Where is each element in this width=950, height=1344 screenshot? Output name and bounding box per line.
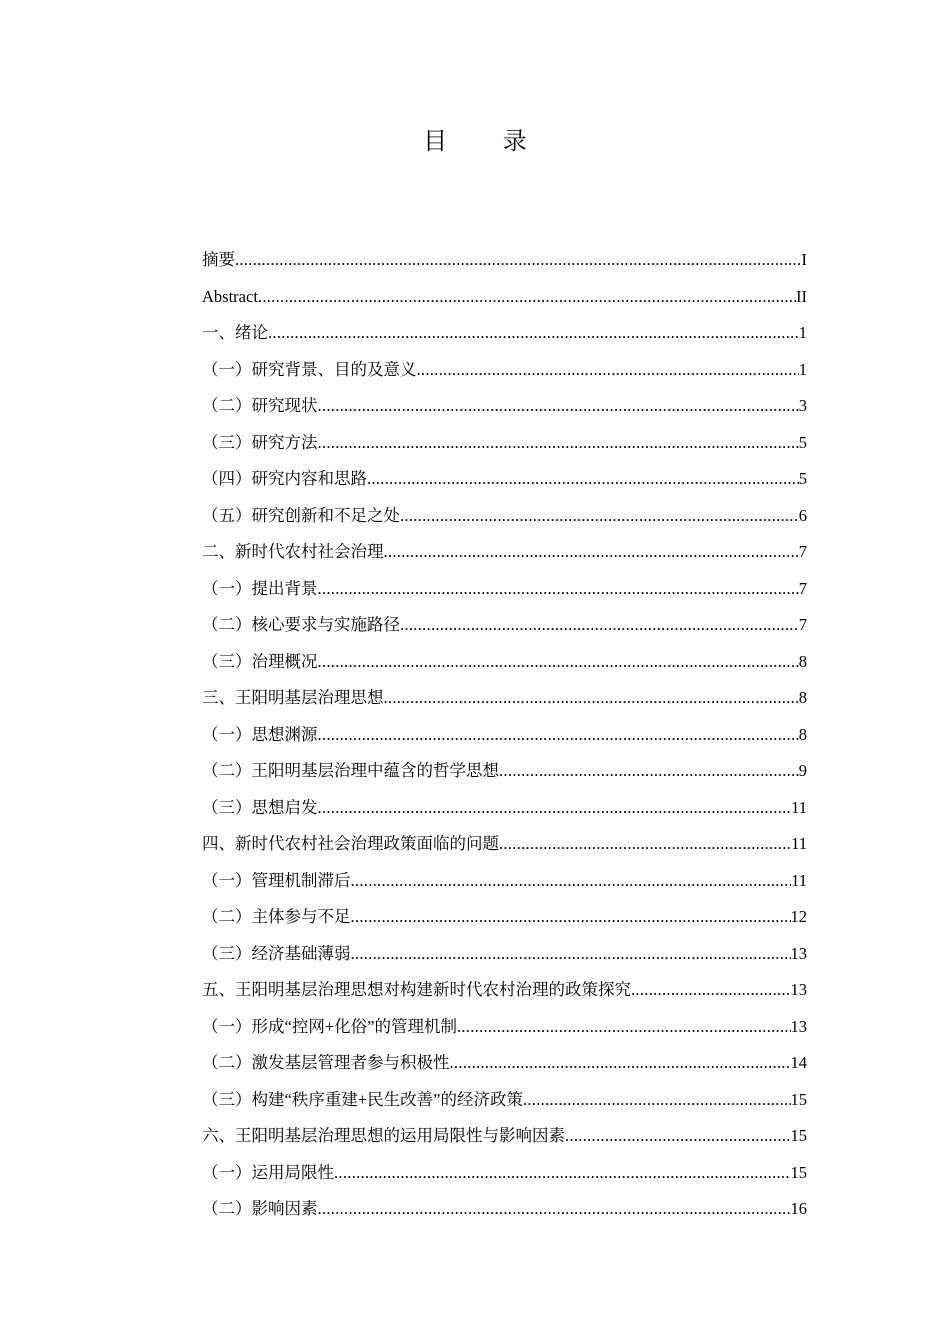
dot-leader <box>450 1046 791 1080</box>
dot-leader <box>417 353 799 387</box>
dot-leader <box>351 900 791 934</box>
dot-leader <box>258 280 796 314</box>
toc-entry[interactable] <box>202 900 807 937</box>
toc-entry-page-number: I <box>801 250 807 269</box>
toc-entry[interactable] <box>202 389 807 426</box>
dot-leader <box>367 462 799 496</box>
toc-entry-label: 五、王阳明基层治理思想对构建新时代农村治理的政策探究 <box>202 980 631 999</box>
toc-entry-label: （一）形成“控网+化俗”的管理机制 <box>202 1016 457 1036</box>
toc-entry-page-number: 7 <box>798 578 807 598</box>
toc-entry-page-number: 1 <box>798 323 807 342</box>
dot-leader <box>318 1192 791 1226</box>
dot-leader <box>631 973 791 1007</box>
toc-entry[interactable] <box>202 791 807 828</box>
toc-entry-label: （一）运用局限性 <box>202 1162 334 1182</box>
dot-leader <box>499 827 791 861</box>
toc-entry-label: 三、王阳明基层治理思想 <box>202 688 384 707</box>
toc-entry-label: （三）治理概况 <box>202 651 318 671</box>
toc-entry-label: （三）思想启发 <box>202 797 318 817</box>
toc-entry-label: （二）主体参与不足 <box>202 907 351 926</box>
toc-entry-label: 一、绪论 <box>202 323 268 342</box>
toc-entry[interactable] <box>202 499 807 536</box>
dot-leader <box>384 681 799 715</box>
toc-entry-label: （四）研究内容和思路 <box>202 469 367 488</box>
toc-entry[interactable] <box>202 426 807 463</box>
toc-entry-page-number: 7 <box>798 542 807 561</box>
toc-entry-label: 四、新时代农村社会治理政策面临的问题 <box>202 834 499 853</box>
dot-leader <box>318 426 799 460</box>
toc-entry-page-number: 8 <box>798 688 807 707</box>
toc-entry[interactable] <box>202 535 807 572</box>
toc-entry-page-number: 15 <box>790 1089 807 1109</box>
dot-leader <box>318 791 792 825</box>
dot-leader <box>499 754 799 788</box>
toc-entry-page-number: 8 <box>798 651 807 671</box>
toc-entry[interactable] <box>202 1119 807 1156</box>
dot-leader <box>384 535 799 569</box>
toc-entry-page-number: 13 <box>790 980 807 999</box>
dot-leader <box>400 499 799 533</box>
toc-entry[interactable] <box>202 243 807 280</box>
toc-entry[interactable] <box>202 645 807 682</box>
toc-title: 目 录 <box>423 127 551 155</box>
toc-entry[interactable] <box>202 462 807 499</box>
dot-leader <box>565 1119 791 1153</box>
toc-entry-page-number: 5 <box>798 469 807 488</box>
toc-entry-page-number: 6 <box>798 505 807 525</box>
toc-entry[interactable] <box>202 572 807 609</box>
toc-entry-page-number: 1 <box>798 359 807 379</box>
toc-entry[interactable] <box>202 1010 807 1047</box>
toc-entry-page-number: 11 <box>791 834 807 853</box>
dot-leader <box>318 718 799 752</box>
toc-entry[interactable] <box>202 937 807 974</box>
toc-entry-label: （五）研究创新和不足之处 <box>202 505 400 525</box>
toc-entry-label: （一）提出背景 <box>202 578 318 598</box>
toc-entry-page-number: 8 <box>798 724 807 744</box>
toc-entry-label: 摘要 <box>202 250 235 269</box>
toc-entry-page-number: 12 <box>790 907 807 926</box>
toc-entry-label: Abstract <box>202 286 258 306</box>
dot-leader <box>235 243 802 277</box>
dot-leader <box>523 1083 791 1117</box>
toc-entry-label: （三）构建“秩序重建+民生改善”的经济政策 <box>202 1089 523 1109</box>
toc-entry[interactable] <box>202 681 807 718</box>
dot-leader <box>318 645 799 679</box>
dot-leader <box>457 1010 791 1044</box>
dot-leader <box>400 608 799 642</box>
dot-leader <box>268 316 799 350</box>
toc-entry-label: （二）激发基层管理者参与积极性 <box>202 1053 450 1072</box>
toc-entry-page-number: 3 <box>798 396 807 415</box>
toc-entry[interactable] <box>202 316 807 353</box>
toc-entry-label: （一）思想渊源 <box>202 724 318 744</box>
toc-entry-page-number: 13 <box>790 1016 807 1036</box>
toc-entry-label: 六、王阳明基层治理思想的运用局限性与影响因素 <box>202 1126 565 1145</box>
toc-entry-label: 二、新时代农村社会治理 <box>202 542 384 561</box>
toc-entry-label: （二）王阳明基层治理中蕴含的哲学思想 <box>202 761 499 780</box>
toc-entry-page-number: 11 <box>791 797 807 817</box>
toc-entry[interactable] <box>202 1046 807 1083</box>
toc-entry-label: （二）核心要求与实施路径 <box>202 615 400 634</box>
dot-leader <box>318 389 799 423</box>
toc-entry-label: （二）研究现状 <box>202 396 318 415</box>
toc-entry[interactable] <box>202 718 807 755</box>
table-of-contents <box>202 243 807 1229</box>
toc-entry-page-number: 5 <box>798 432 807 452</box>
toc-entry-page-number: 11 <box>791 870 807 890</box>
toc-entry[interactable] <box>202 1083 807 1120</box>
toc-entry[interactable] <box>202 1192 807 1229</box>
toc-entry-label: （一）管理机制滞后 <box>202 870 351 890</box>
toc-entry[interactable] <box>202 973 807 1010</box>
toc-entry-page-number: 16 <box>790 1199 807 1218</box>
dot-leader <box>334 1156 791 1190</box>
toc-entry-page-number: 7 <box>798 615 807 634</box>
toc-entry-page-number: 15 <box>790 1126 807 1145</box>
toc-entry-page-number: 14 <box>790 1053 807 1072</box>
dot-leader <box>318 572 799 606</box>
dot-leader <box>351 937 791 971</box>
toc-entry-page-number: 15 <box>790 1162 807 1182</box>
toc-entry-page-number: 13 <box>790 943 807 963</box>
toc-entry-page-number: II <box>796 286 807 306</box>
toc-entry[interactable] <box>202 864 807 901</box>
toc-entry-label: （二）影响因素 <box>202 1199 318 1218</box>
toc-entry[interactable] <box>202 608 807 645</box>
toc-entry[interactable] <box>202 827 807 864</box>
toc-entry[interactable] <box>202 353 807 390</box>
toc-entry-label: （三）经济基础薄弱 <box>202 943 351 963</box>
toc-entry-label: （一）研究背景、目的及意义 <box>202 359 417 379</box>
toc-entry[interactable] <box>202 280 807 317</box>
dot-leader <box>351 864 792 898</box>
toc-entry[interactable] <box>202 1156 807 1193</box>
toc-entry[interactable] <box>202 754 807 791</box>
toc-entry-label: （三）研究方法 <box>202 432 318 452</box>
toc-entry-page-number: 9 <box>798 761 807 780</box>
